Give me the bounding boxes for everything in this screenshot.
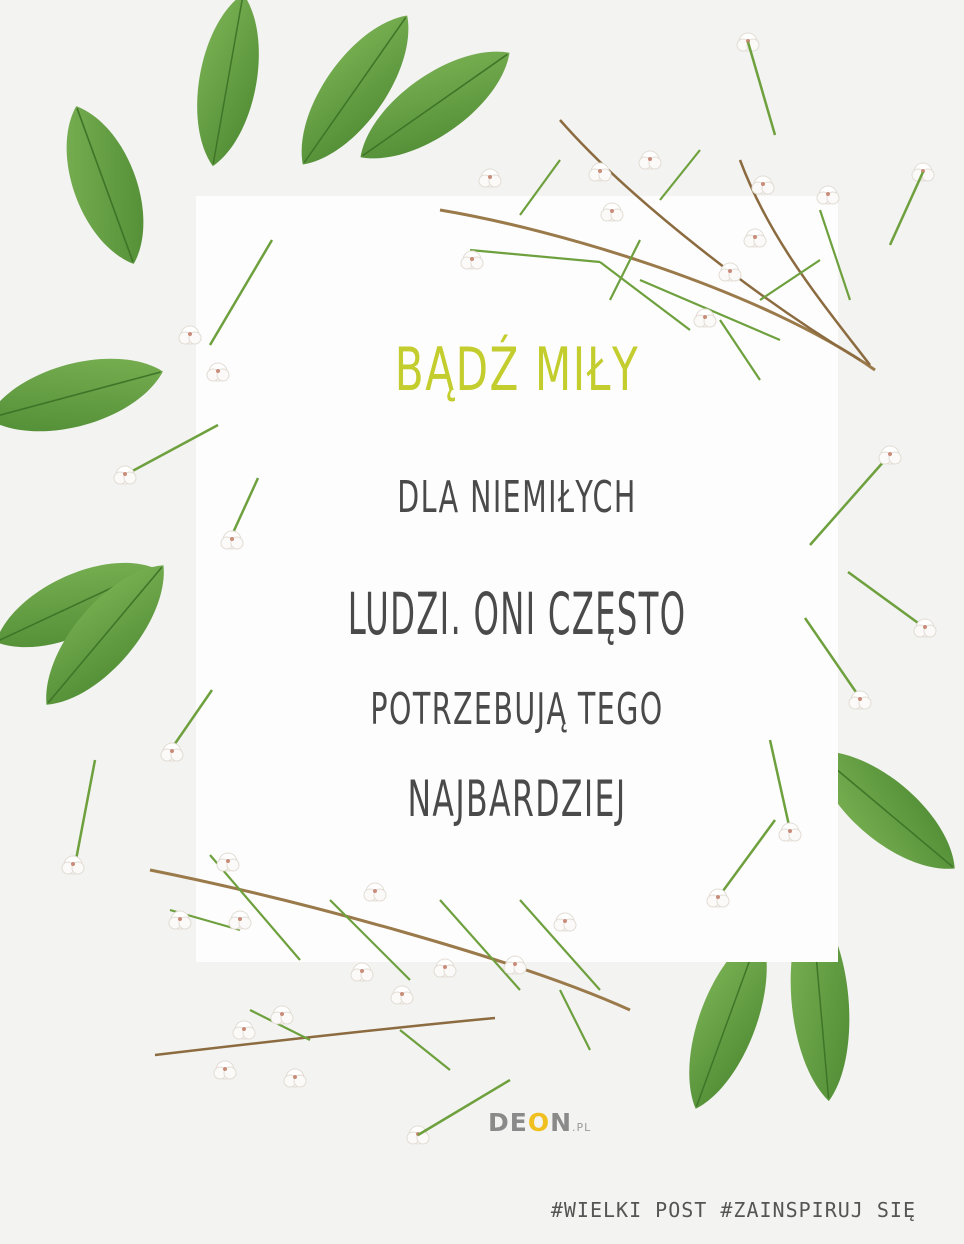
hashtags: #WIELKI POST #ZAINSPIRUJ SIĘ [550, 1198, 916, 1222]
quote-line-5: NAJBARDZIEJ [407, 770, 627, 828]
leaf [0, 341, 171, 449]
quote-line-3: LUDZI. ONI CZĘSTO [347, 580, 687, 648]
quote-line-1: BĄDŹ MIŁY [394, 335, 640, 405]
quote-line-4: POTRZEBUJĄ TEGO [370, 684, 664, 735]
quote-card [196, 196, 838, 962]
deon-logo [488, 1108, 591, 1137]
logo-part: N [550, 1108, 573, 1137]
leaf [185, 0, 272, 171]
quote-line-2: DLA NIEMIŁYCH [397, 472, 637, 523]
logo-o: O [527, 1108, 551, 1137]
logo-part: DE [488, 1108, 528, 1137]
logo-suffix: .PL [572, 1121, 592, 1134]
leaf [47, 95, 163, 274]
